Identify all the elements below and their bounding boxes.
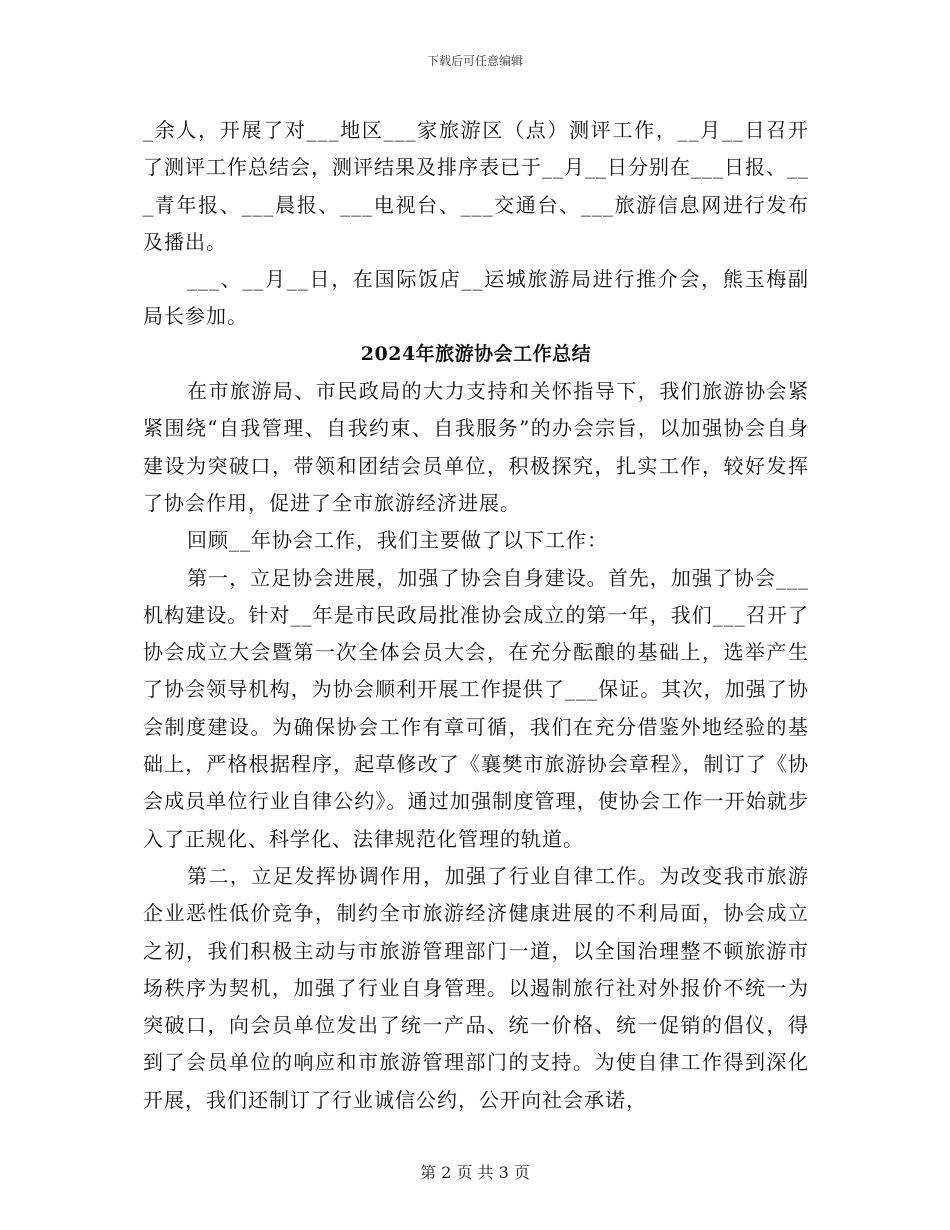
document-body [143, 112, 809, 1119]
document-title: 2024年旅游协会工作总结 [360, 342, 592, 365]
page-header: 下载后可任意编辑 [426, 54, 523, 68]
paragraph-1: 在市旅游局、市民政局的大力支持和关怀指导下，我们旅游协会紧紧围绕“自我管理、自我约束、自我服务”的办会宗旨，以加强协会自身建设为突破口，带领和团结会员单位，积极探究，扎实工作，较好发挥了协会作用，促进了全市旅游经济进展。 [143, 379, 809, 515]
paragraph-intro-1: _余人，开展了对___地区___家旅游区（点）测评工作，__月__日召开了测评工作总结会，测评结果及排序表已于__月__日分别在___日报、___青年报、___晨报、___电视台、___交通台、___旅游信息网进行发布及播出。 [143, 118, 809, 254]
paragraph-2: 回顾__年协会工作，我们主要做了以下工作： [187, 528, 608, 553]
paragraph-4: 第二，立足发挥协调作用，加强了行业自律工作。为改变我市旅游企业恶性低价竞争，制约全市旅游经济健康进展的不利局面，协会成立之初，我们积极主动与市旅游管理部门一道，以全国治理整不顿旅游市场秩序为契机，加强了行业自身管理。以遏制旅行社对外报价不统一为突破口，向会员单位发出了统一产品、统一价格、统一促销的倡仪，得到了会员单位的响应和市旅游管理部门的支持。为使自律工作得到深化开展，我们还制订了行业诚信公约，公开向社会承诺， [143, 863, 809, 1112]
page-number: 第 2 页 共 3 页 [420, 1163, 530, 1182]
paragraph-3: 第一，立足协会进展，加强了协会自身建设。首先，加强了协会___机构建设。针对__年是市民政局批准协会成立的第一年，我们___召开了协会成立大会暨第一次全体会员大会，在充分酝酿的基础上，选举产生了协会领导机构，为协会顺利开展工作提供了___保证。其次，加强了协会制度建设。为确保协会工作有章可循，我们在充分借鉴外地经验的基础上，严格根据程序，起草修改了《襄樊市旅游协会章程》，制订了《协会成员单位行业自律公约》。通过加强制度管理，使协会工作一开始就步入了正规化、科学化、法律规范化管理的轨道。 [143, 565, 809, 851]
paragraph-intro-2: ___、__月__日，在国际饭店__运城旅游局进行推介会，熊玉梅副局长参加。 [143, 267, 809, 329]
